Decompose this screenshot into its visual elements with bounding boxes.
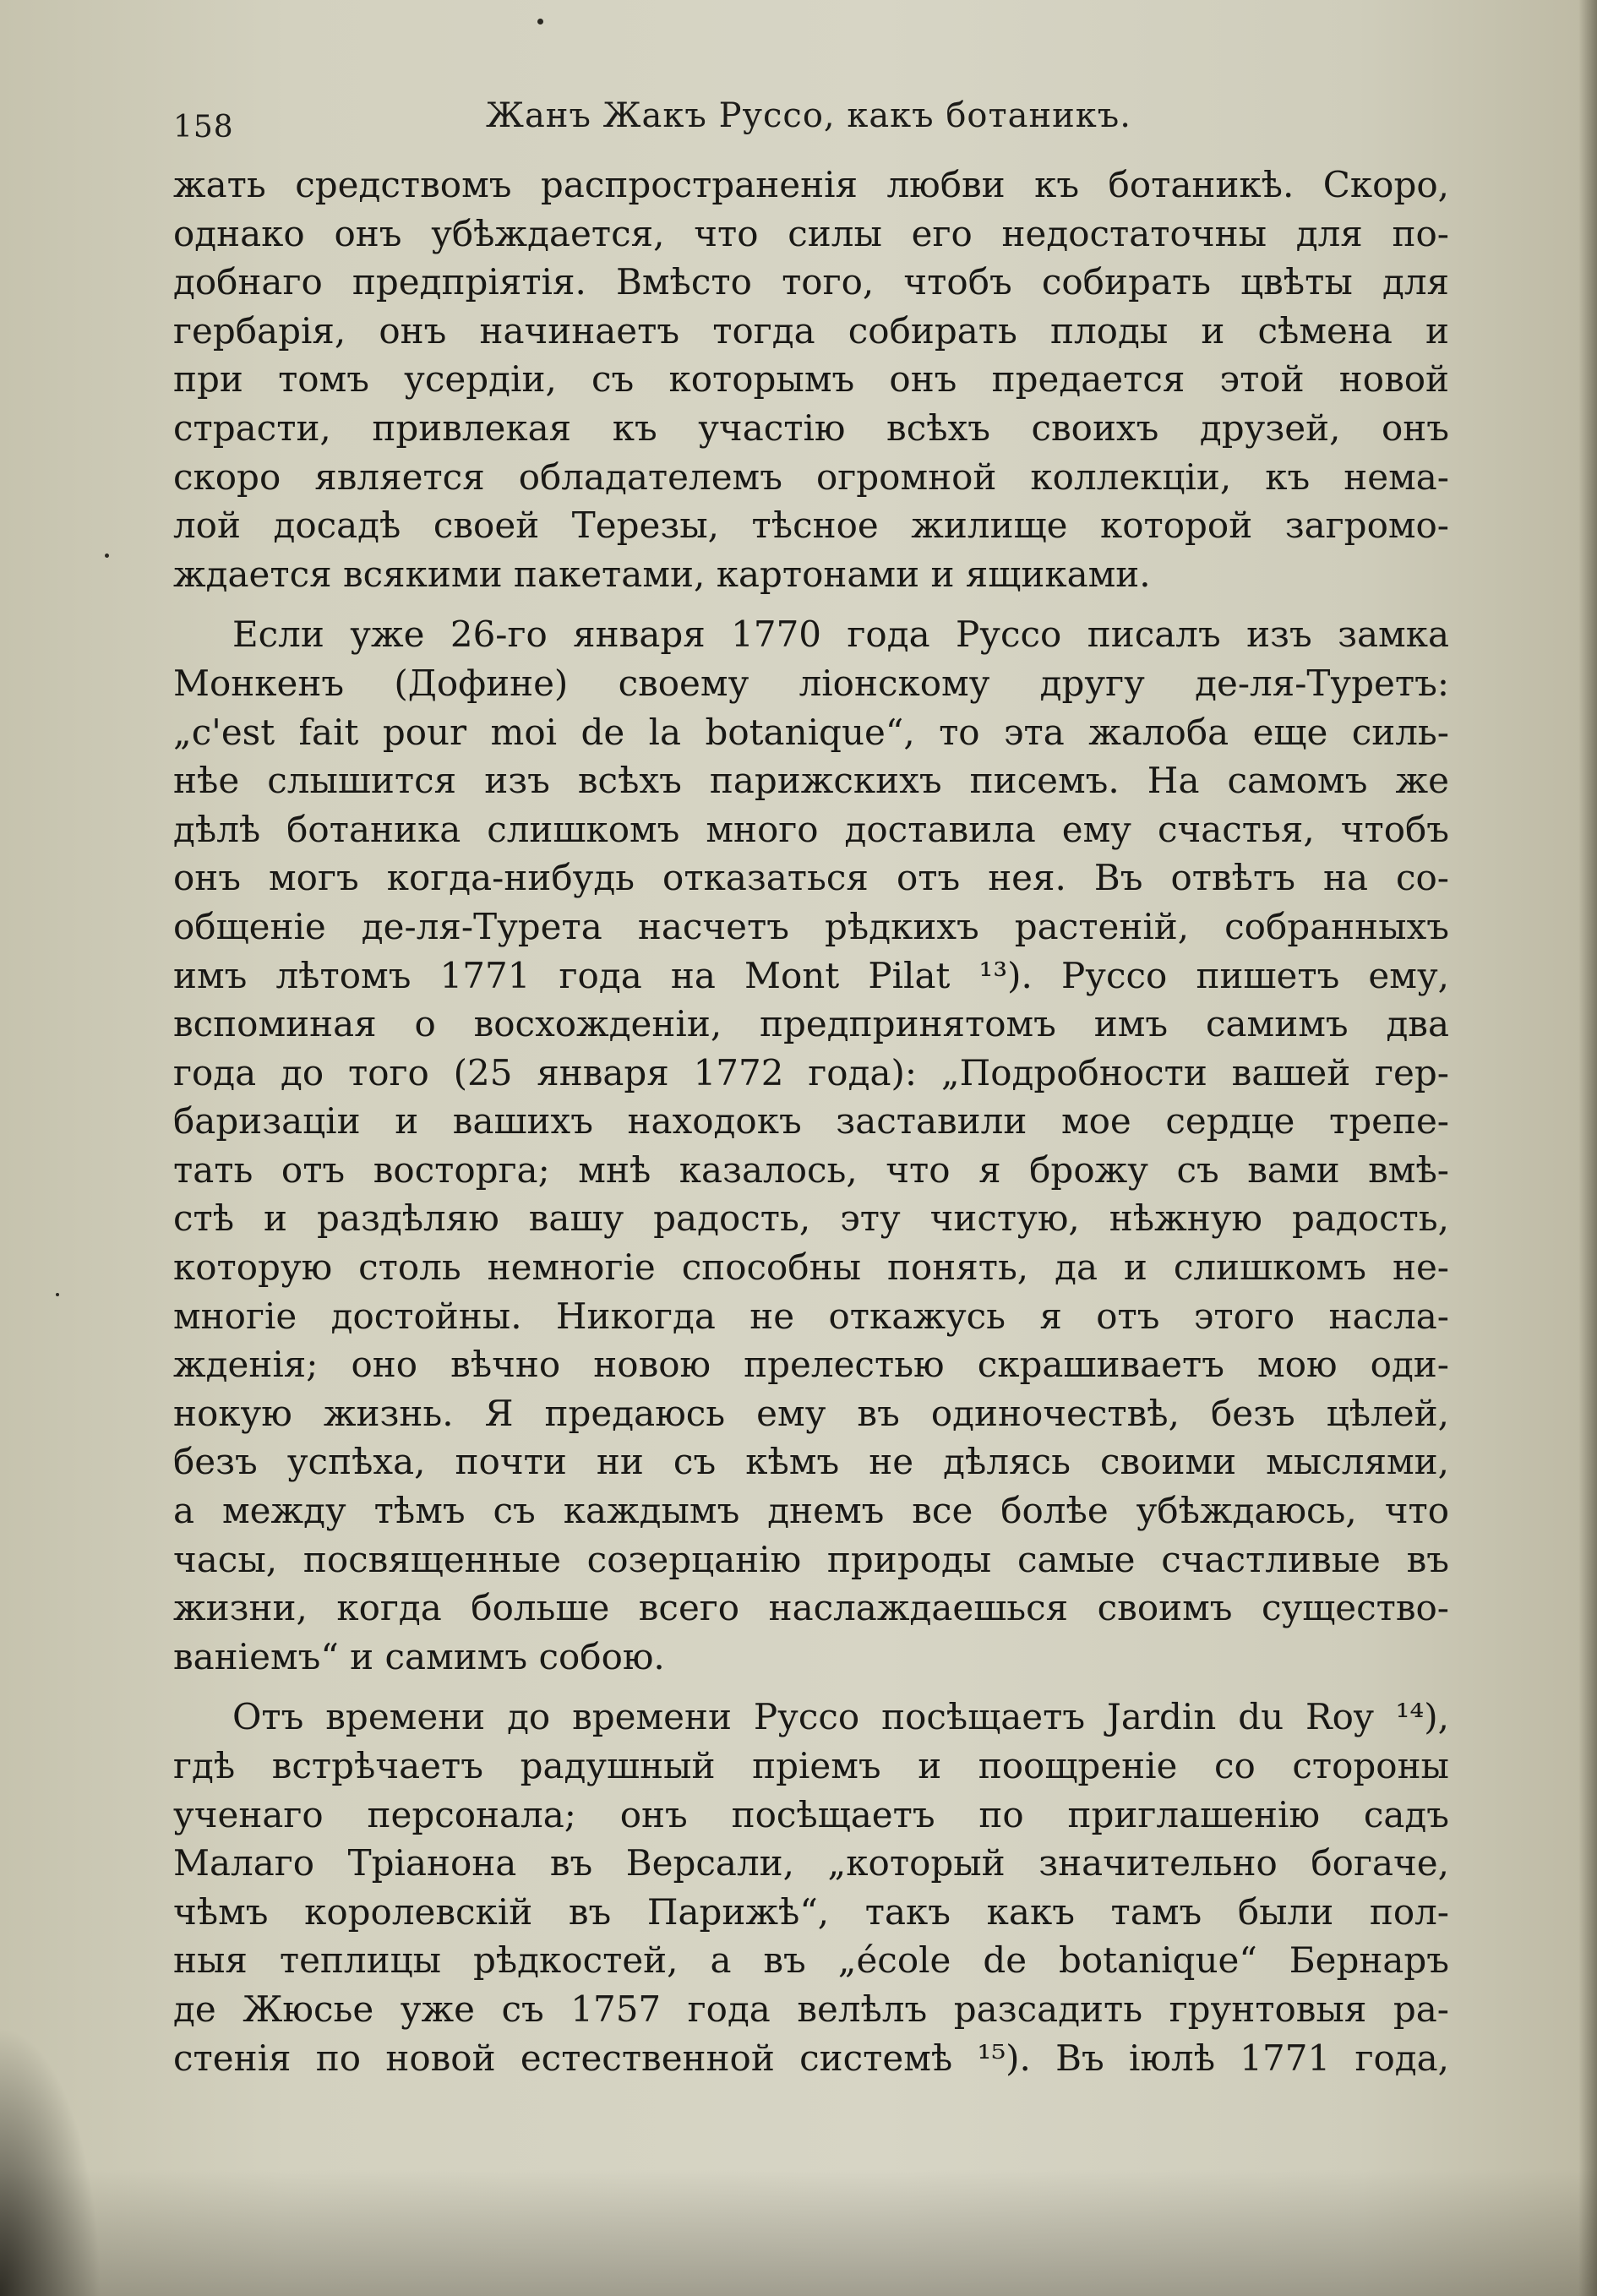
text-line: ученаго персонала; онъ посѣщаетъ по приглашенію садъ [173, 1793, 1449, 1835]
text-line: жизни, когда больше всего наслаждаешься своимъ существо- [173, 1587, 1449, 1629]
text-line: многіе достойны. Никогда не откажусь я отъ этого насла- [173, 1295, 1449, 1337]
text-line: чѣмъ королевскій въ Парижѣ“, такъ какъ тамъ были пол- [173, 1890, 1449, 1933]
text-line: а между тѣмъ съ каждымъ днемъ все болѣе убѣждаюсь, что [173, 1490, 1449, 1532]
text-line: страсти, привлекая къ участію всѣхъ своихъ друзей, онъ [173, 406, 1449, 449]
paragraph-1 [173, 161, 1449, 598]
ink-speck [56, 1293, 59, 1296]
text-line: однако онъ убѣждается, что силы его недостаточны для по- [173, 212, 1449, 254]
text-line: Если уже 26-го января 1770 года Руссо писалъ изъ замка [232, 614, 1449, 656]
text-line: Отъ времени до времени Руссо посѣщаетъ Jardin du Roy ¹⁴), [232, 1696, 1449, 1738]
text-line: лой досадѣ своей Терезы, тѣсное жилище которой загромо- [173, 504, 1449, 547]
ink-speck [105, 554, 109, 558]
text-line: жать средствомъ распространенія любви къ ботаникѣ. Скоро, [173, 164, 1449, 205]
text-line: тать отъ восторга; мнѣ казалось, что я брожу съ вами вмѣ- [173, 1148, 1449, 1191]
text-line: стенія по новой естественной системѣ ¹⁵). Въ іюлѣ 1771 года, [173, 2037, 1449, 2079]
text-line: нѣе слышится изъ всѣхъ парижскихъ писемъ. На самомъ же [173, 760, 1449, 802]
text-line: баризаціи и вашихъ находокъ заставили мое сердце трепе- [173, 1100, 1449, 1143]
text-line: добнаго предпріятія. Вмѣсто того, чтобъ собирать цвѣты для [173, 261, 1449, 303]
text-line: онъ могъ когда-нибудь отказаться отъ нея. Въ отвѣтъ на со- [173, 857, 1449, 899]
text-line: ныя теплицы рѣдкостей, а въ „école de botanique“ Бернаръ [173, 1939, 1449, 1982]
text-line: де Жюсье уже съ 1757 года велѣлъ разсадить грунтовыя ра- [173, 1988, 1449, 2030]
page-corner-shadow [0, 2026, 101, 2296]
text-line: Малаго Тріанона въ Версали, „который значительно богаче, [173, 1842, 1449, 1884]
text-line: дѣлѣ ботаника слишкомъ много доставила ему счастья, чтобъ [173, 808, 1449, 850]
page-edge-shadow [1578, 0, 1597, 2296]
text-line: безъ успѣха, почти ни съ кѣмъ не дѣлясь своими мыслями, [173, 1441, 1449, 1483]
text-line: ждается всякими пакетами, картонами и ящиками. [173, 553, 1151, 595]
text-line: года до того (25 января 1772 года): „Подробности вашей гер- [173, 1051, 1449, 1093]
page-bottom-shadow [0, 2169, 1597, 2296]
text-line: которую столь немногіе способны понять, да и слишкомъ не- [173, 1246, 1449, 1289]
text-line: „c'est fait pour moi de la botanique“, то эта жалоба еще силь- [173, 711, 1449, 753]
text-line: скоро является обладателемъ огромной коллекціи, къ нема- [173, 455, 1449, 498]
page-header [173, 93, 1441, 144]
text-line: Монкенъ (Дофине) своему ліонскому другу де-ля-Туретъ: [173, 662, 1449, 704]
paragraph-2 [173, 610, 1449, 1681]
text-line: гдѣ встрѣчаетъ радушный пріемъ и поощреніе со стороны [173, 1745, 1449, 1786]
text-line: при томъ усердіи, съ которымъ онъ предается этой новой [173, 358, 1449, 401]
text-line: стѣ и раздѣляю вашу радость, эту чистую, нѣжную радость, [173, 1197, 1449, 1240]
text-line: часы, посвященные созерцанію природы самые счастливые въ [173, 1538, 1449, 1580]
paragraph-3 [173, 1693, 1449, 2082]
text-line: жденія; оно вѣчно новою прелестью скрашиваетъ мою оди- [173, 1344, 1449, 1386]
body-text [173, 161, 1449, 2094]
running-title: Жанъ Жакъ Руссо, какъ ботаникъ. [486, 96, 1131, 135]
text-line: гербарія, онъ начинаетъ тогда собирать плоды и сѣмена и [173, 309, 1449, 352]
page-number: 158 [173, 110, 234, 145]
text-line: нокую жизнь. Я предаюсь ему въ одиночествѣ, безъ цѣлей, [173, 1392, 1449, 1434]
ink-speck [537, 19, 543, 25]
text-line: общеніе де-ля-Турета насчетъ рѣдкихъ растеній, собранныхъ [173, 905, 1449, 947]
text-line: ваніемъ“ и самимъ собою. [173, 1635, 665, 1677]
text-line: имъ лѣтомъ 1771 года на Mont Pilat ¹³). Руссо пишетъ ему, [173, 954, 1449, 996]
text-line: вспоминая о восхожденіи, предпринятомъ имъ самимъ два [173, 1003, 1449, 1045]
